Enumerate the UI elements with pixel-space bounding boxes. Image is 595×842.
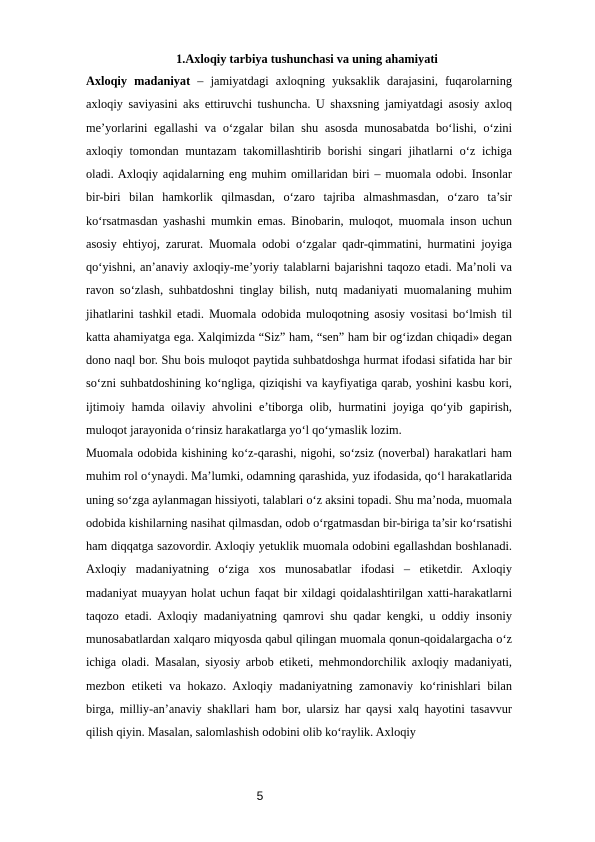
- term-heading: Axloqiy madaniyat: [86, 74, 191, 88]
- section-title: 1.Axloqiy tarbiya tushunchasi va uning ahamiyati: [176, 52, 438, 66]
- paragraph-1-text: – jamiyatdagi axloqning yuksaklik darajasini, fuqarolarning axloqiy saviyasini aks ettiruvchi tushuncha. U shaxsning jamiyatdagi asosiy axloq me’yorlarini egallashi va o‘zgalar bilan shu asosda munosabatda bo‘lishi, o‘zini axloqiy tomondan muntazam takomillashtirib borishi singari jihatlarni o‘z ichiga oladi. Axloqiy aqidalarning eng muhim omillaridan biri – muomala odobi. Insonlar bir-biri bilan hamkorlik qilmasdan, o‘zaro tajriba almashmasdan, o‘zaro ta’sir ko‘rsatmasdan yashashi mumkin emas. Binobarin, muloqot, muomala inson uchun asosiy ehtiyoj, zarurat. Muomala odobi o‘zgalar qadr-qimmatini, hurmatini joyiga qo‘yishni, an’anaviy axloqiy-me’yoriy talablarni bajarishni taqozo etadi. Ma’noli va ravon so‘zlash, suhbatdoshni tinglay bilish, nutq madaniyati muomalaning muhim jihatlarini tashkil etadi. Muomala odobida muloqotning asosiy vositasi bo‘lmish til katta ahamiyatga ega. Xalqimizda “Siz” ham, “sen” ham bir og‘izdan chiqadi» degan dono naql bor. Shu bois muloqot paytida suhbatdoshga hurmat ifodasi sifatida har bir so‘zni suhbatdoshining ko‘ngliga, qiziqishi va kayfiyatiga qarab, yoshini kasbu kori, ijtimoiy hamda oilaviy ahvolini e’tiborga olib, hurmatini joyiga qo‘yib gapirish, muloqot jarayonida o‘rinsiz harakatlarga yo‘l qo‘ymaslik lozim.: [86, 74, 512, 437]
- paragraph-2: Muomala odobida kishining ko‘z-qarashi, nigohi, so‘zsiz (noverbal) harakatlari ham muhim rol o‘ynaydi. Ma’lumki, odamning qarashida, yuz ifodasida, qo‘l harakatlarida uning so‘zga aylanmagan hissiyoti, talablari o‘z aksini topadi. Shu ma’noda, muomala odobida kishilarning nasihat qilmasdan, odob o‘rgatmasdan bir-biriga ta’sir ko‘rsatishi ham diqqatga sazovordir. Axloqiy yetuklik muomala odobini egallashdan boshlanadi. Axloqiy madaniyatning o‘ziga xos munosabatlar ifodasi – etiketdir. Axloqiy madaniyat muayyan holat uchun faqat bir xildagi qoidalashtirilgan xatti-harakatlarni taqozo etadi. Axloqiy madaniyatning qamrovi shu qadar kengki, u oddiy insoniy munosabatlardan xalqaro miqyosda qabul qilingan muomala qonun-qoidalargacha o‘z ichiga oladi. Masalan, siyosiy arbob etiketi, mehmondorchilik axloqiy madaniyati, mezbon etiketi va hokazo. Axloqiy madaniyatning zamonaviy ko‘rinishlari bilan birga, milliy-an’anaviy shakllari ham bor, ularsiz har qaysi xalq hayotini tasavvur qilish qiyin. Masalan, salomlashish odobini olib ko‘raylik. Axloqiy: [86, 446, 512, 739]
- paragraph-1: [86, 70, 512, 442]
- document-page: [86, 50, 512, 744]
- page-number: 5: [256, 789, 264, 803]
